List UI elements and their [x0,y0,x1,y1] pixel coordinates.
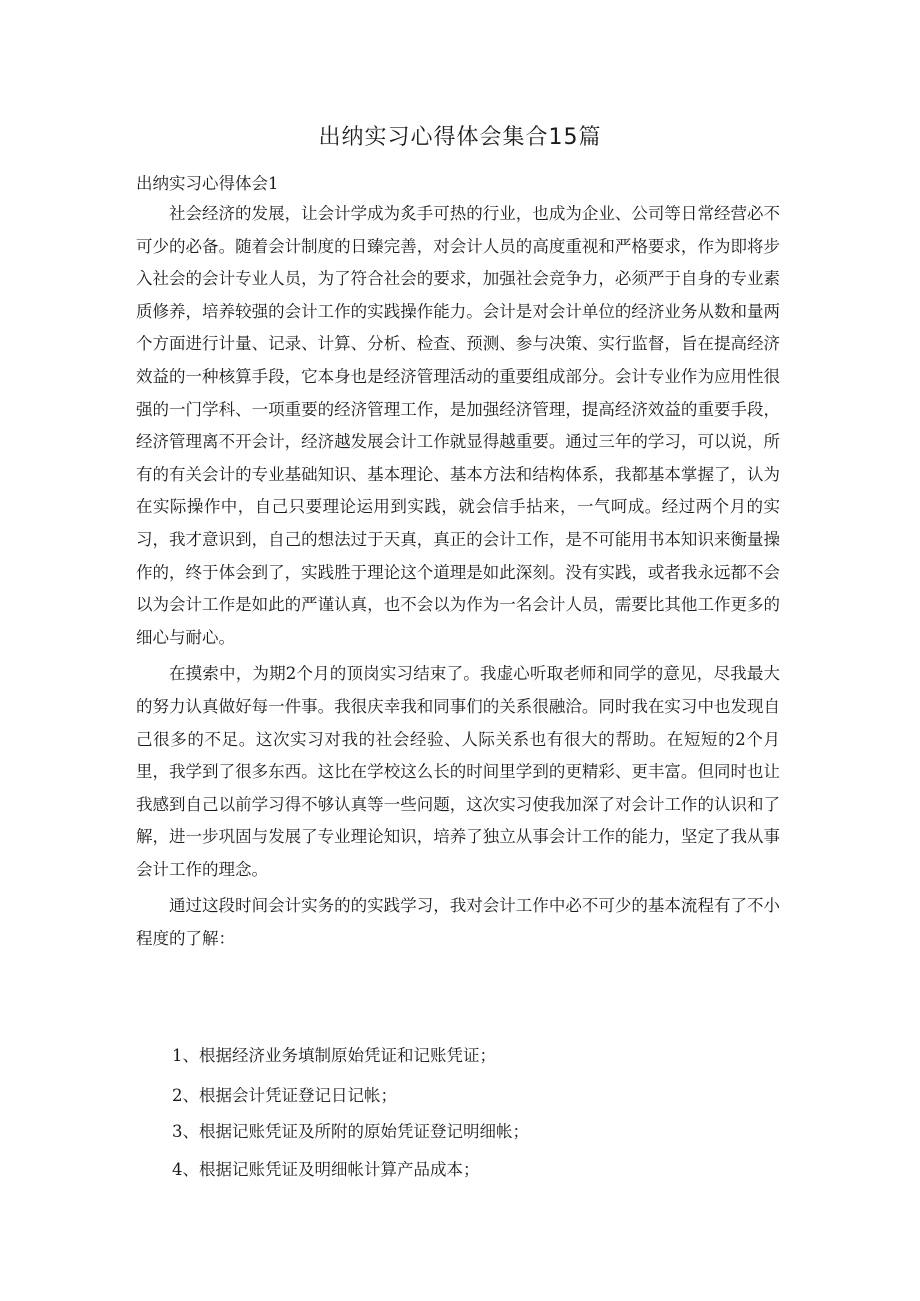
list-item: 4、根据记账凭证及明细帐计算产品成本； [172,1160,480,1179]
document-body [136,198,780,956]
list-item: 1、根据经济业务填制原始凭证和记账凭证； [172,1046,496,1065]
document-title: 出纳实习心得体会集合15篇 [318,125,602,150]
section-heading: 出纳实习心得体会1 [136,174,279,193]
paragraph-1: 社会经济的发展，让会计学成为炙手可热的行业，也成为企业、公司等日常经营必不可少的必备。随着会计制度的日臻完善，对会计人员的高度重视和严格要求，作为即将步入社会的会计专业人员，为了符合社会的要求，加强社会竞争力，必须严于自身的专业素质修养，培养较强的会计工作的实践操作能力。会计是对会计单位的经济业务从数和量两个方面进行计量、记录、计算、分析、检查、预测、参与决策、实行监督，旨在提高经济效益的一种核算手段，它本身也是经济管理活动的重要组成部分。会计专业作为应用性很强的一门学科、一项重要的经济管理工作，是加强经济管理，提高经济效益的重要手段，经济管理离不开会计，经济越发展会计工作就显得越重要。通过三年的学习，可以说，所有的有关会计的专业基础知识、基本理论、基本方法和结构体系，我都基本掌握了，认为在实际操作中，自己只要理论运用到实践，就会信手拈来，一气呵成。经过两个月的实习，我才意识到，自己的想法过于天真，真正的会计工作，是不可能用书本知识来衡量操作的，终于体会到了，实践胜于理论这个道理是如此深刻。没有实践，或者我永远都不会以为会计工作是如此的严谨认真，也不会以为作为一名会计人员，需要比其他工作更多的细心与耐心。 [136,204,780,647]
paragraph-2: 在摸索中，为期2个月的顶岗实习结束了。我虚心听取老师和同学的意见，尽我最大的努力认真做好每一件事。我很庆幸我和同事们的关系很融洽。同时我在实习中也发现自己很多的不足。这次实习对我的社会经验、人际关系也有很大的帮助。在短短的2个月里，我学到了很多东西。这比在学校这么长的时间里学到的更精彩、更丰富。但同时也让我感到自己以前学习得不够认真等一些问题，这次实习使我加深了对会计工作的认识和了解，进一步巩固与发展了专业理论知识，培养了独立从事会计工作的能力，坚定了我从事会计工作的理念。 [136,664,780,879]
list-item: 3、根据记账凭证及所附的原始凭证登记明细帐； [172,1122,529,1141]
list-item: 2、根据会计凭证登记日记帐； [172,1086,397,1105]
paragraph-3: 通过这段时间会计实务的的实践学习，我对会计工作中必不可少的基本流程有了不小程度的了解： [136,896,780,949]
